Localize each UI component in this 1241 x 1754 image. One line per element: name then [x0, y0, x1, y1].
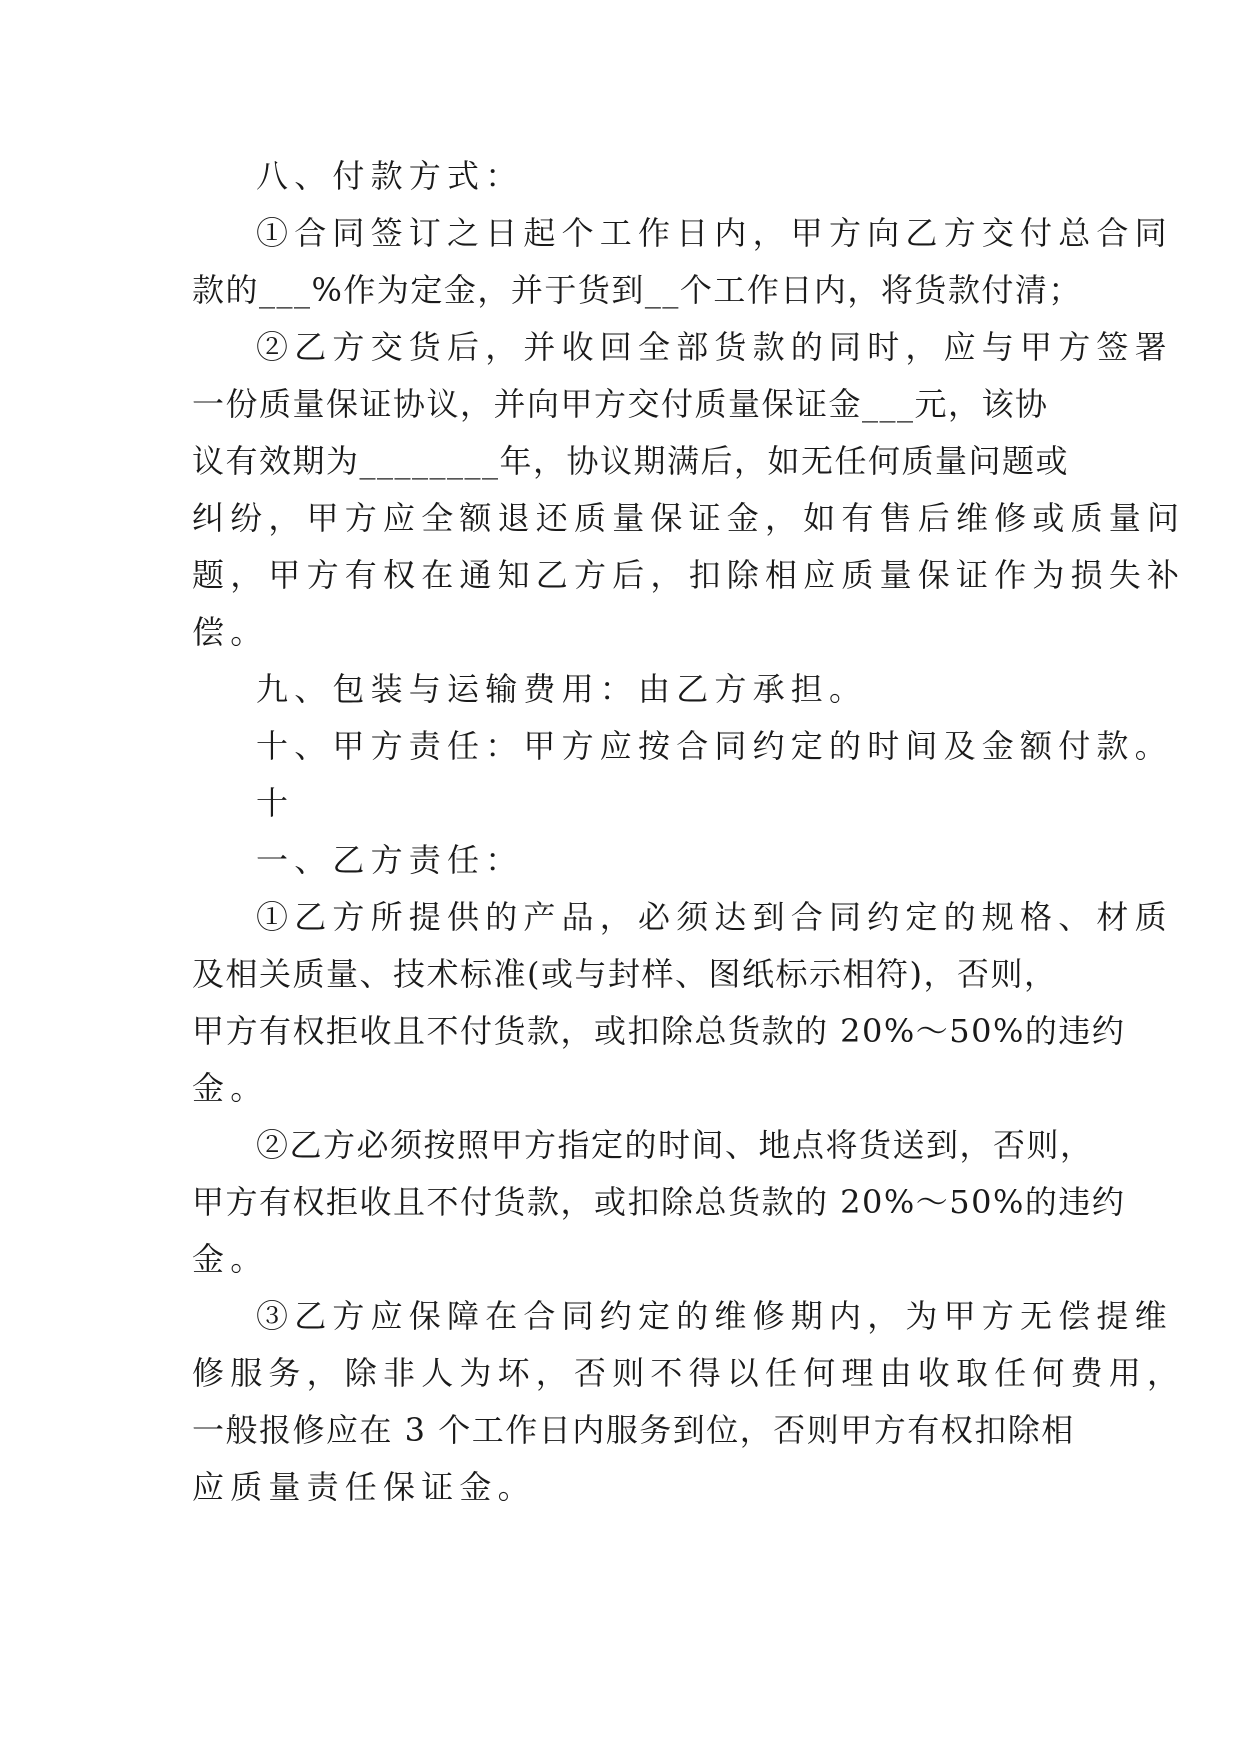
- section-heading-party-b: 一、乙方责任：: [256, 841, 524, 879]
- paragraph-line: 甲方有权拒收且不付货款，或扣除总货款的 20%～50%的违约: [192, 1183, 1126, 1221]
- paragraph-line: ③乙方应保障在合同约定的维修期内，为甲方无偿提维: [256, 1297, 1173, 1335]
- paragraph-line: ①乙方所提供的产品，必须达到合同约定的规格、材质: [256, 898, 1173, 936]
- paragraph-line: 金。: [192, 1069, 269, 1107]
- paragraph-line: 修服务，除非人为坏，否则不得以任何理由收取任何费用，: [192, 1354, 1186, 1392]
- section-heading-packaging: 九、包装与运输费用：由乙方承担。: [256, 670, 868, 708]
- paragraph-line: 甲方有权拒收且不付货款，或扣除总货款的 20%～50%的违约: [192, 1012, 1126, 1050]
- paragraph-line: 一份质量保证协议，并向甲方交付质量保证金___元，该协: [192, 385, 1049, 423]
- paragraph-line: 议有效期为________年，协议期满后，如无任何质量问题或: [192, 442, 1070, 480]
- paragraph-line: 题，甲方有权在通知乙方后，扣除相应质量保证作为损失补: [192, 556, 1186, 594]
- paragraph-line: ②乙方交货后，并收回全部货款的同时，应与甲方签署: [256, 328, 1173, 366]
- section-heading-payment: 八、付款方式：: [256, 157, 524, 195]
- section-heading-number: 十: [256, 784, 295, 822]
- paragraph-line: 纠纷，甲方应全额退还质量保证金，如有售后维修或质量问: [192, 499, 1186, 537]
- paragraph-line: 款的___%作为定金，并于货到__个工作日内，将货款付清；: [192, 271, 1082, 309]
- section-heading-party-a: 十、甲方责任：甲方应按合同约定的时间及金额付款。: [256, 727, 1173, 765]
- paragraph-line: 应质量责任保证金。: [192, 1468, 536, 1506]
- paragraph-line: 金。: [192, 1240, 269, 1278]
- paragraph-line: 一般报修应在 3 个工作日内服务到位，否则甲方有权扣除相: [192, 1411, 1075, 1449]
- paragraph-line: ②乙方必须按照甲方指定的时间、地点将货送到，否则，: [256, 1126, 1094, 1164]
- paragraph-line: ①合同签订之日起个工作日内，甲方向乙方交付总合同: [256, 214, 1173, 252]
- paragraph-line: 及相关质量、技术标准(或与封样、图纸标示相符)，否则，: [192, 955, 1058, 993]
- paragraph-line: 偿。: [192, 613, 269, 651]
